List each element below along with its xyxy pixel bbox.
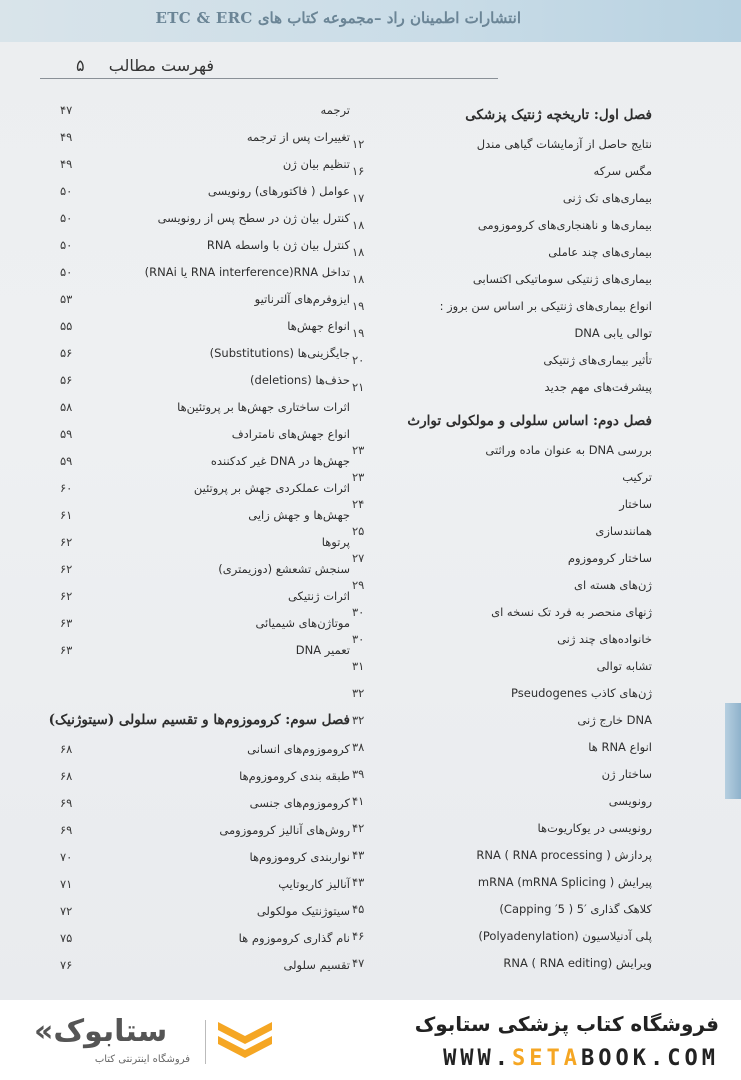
chevron-stack-icon: [214, 1016, 276, 1066]
toc-entry: [352, 436, 652, 463]
toc-entry-page: ۴۵: [352, 901, 365, 916]
toc-entry-title: بیماری‌های چند عاملی: [548, 244, 652, 259]
toc-entry-page: ۶۲: [60, 561, 73, 576]
toc-entry-title: طبقه بندی کروموزوم‌ها: [239, 768, 350, 783]
toc-entry-page: ۵۵: [60, 318, 73, 333]
url-accent: SETA: [512, 1046, 582, 1071]
toc-entry: [60, 897, 350, 924]
toc-entry: [352, 184, 652, 211]
toc-entry: [352, 130, 652, 157]
toc-entry-title: پردازش ( RNA processing ) RNA: [476, 847, 652, 862]
toc-entry-title: کنترل بیان ژن با واسطه RNA: [206, 237, 350, 252]
toc-entry: [60, 258, 350, 285]
toc-entry-title: تأثیر بیماری‌های ژنتیکی: [543, 352, 652, 367]
toc-entry-title: رونویسی در یوکاریوت‌ها: [537, 820, 652, 835]
toc-entry: [60, 843, 350, 870]
toc-entry-page: ۴۷: [352, 955, 365, 970]
toc-entry: [60, 924, 350, 951]
toc-entry-page: ۲۷: [352, 550, 365, 565]
toc-entry-page: ۵۰: [60, 237, 73, 252]
toc-entry-title: جایگزینی‌ها (Substitutions): [209, 345, 350, 360]
toc-entry-title: اثرات عملکردی جهش بر پروتئین: [193, 480, 350, 495]
toc-entry: [352, 490, 652, 517]
toc-entry: [352, 625, 652, 652]
toc-entry-page: ۱۶: [352, 163, 365, 178]
toc-entry-page: ۶۱: [60, 507, 73, 522]
toc-entry-title: اثرات ژنتیکی: [287, 588, 350, 603]
toc-entry: [60, 735, 350, 762]
toc-entry-page: ۲۹: [352, 577, 365, 592]
toc-entry-title: نتایج حاصل از آزمایشات گیاهی مندل: [476, 136, 652, 151]
toc-entry: [60, 420, 350, 447]
toc-entry-title: همانندسازی: [595, 523, 652, 538]
toc-entry: [60, 870, 350, 897]
toc-entry-title: ژن‌های کاذب Pseudogenes: [511, 685, 652, 700]
toc-entry-page: ۱۸: [352, 244, 365, 259]
toc-entry-title: انواع جهش‌ها: [287, 318, 350, 333]
footer: [0, 1000, 741, 1080]
toc-entry: [60, 501, 350, 528]
toc-entry: [60, 951, 350, 978]
toc-entry-title: ساختار ژن: [601, 766, 652, 781]
toc-entry-title: پیرایش ( mRNA (mRNA Splicing: [477, 874, 652, 889]
toc-entry-page: ۱۸: [352, 217, 365, 232]
toc-entry-title: بیماری‌ها و ناهنجاری‌های کروموزومی: [477, 217, 652, 232]
toc-entry-page: ۴۹: [60, 156, 73, 171]
toc-entry: [352, 319, 652, 346]
url-prefix: WWW.: [443, 1046, 513, 1071]
toc-entry: [60, 609, 350, 636]
toc-entry-title: روش‌های آنالیز کروموزومی: [219, 822, 350, 837]
header-rule: [40, 78, 498, 79]
toc-entry: [352, 706, 652, 733]
toc-entry-title: بررسی DNA به عنوان ماده وراثتی: [485, 442, 652, 457]
toc-entry: [352, 679, 652, 706]
toc-entry-title: ویرایش (RNA editing ) RNA: [503, 955, 652, 970]
toc-entry: [352, 373, 652, 400]
toc-entry-page: ۲۳: [352, 442, 365, 457]
toc-entry-title: کنترل بیان ژن در سطح پس از رونویسی: [157, 210, 350, 225]
toc-entry: [352, 841, 652, 868]
toc-entry-title: ساختار: [619, 496, 652, 511]
toc-left-column: [48, 96, 350, 978]
toc-entry-page: ۶۲: [60, 588, 73, 603]
toc-entry: [352, 292, 652, 319]
toc-entry-title: جهش‌ها و جهش زایی: [248, 507, 350, 522]
toc-entry: [60, 96, 350, 123]
toc-entry: [352, 157, 652, 184]
toc-entry: [60, 555, 350, 582]
toc-entry-title: انواع جهش‌های نامترادف: [231, 426, 350, 441]
toc-entry-page: ۷۶: [60, 957, 73, 972]
toc-entry-title: تغییرات پس از ترجمه: [246, 129, 350, 144]
toc-entry-page: ۷۰: [60, 849, 73, 864]
toc-entry: [352, 760, 652, 787]
toc-entry-page: ۴۶: [352, 928, 365, 943]
toc-entry: [352, 346, 652, 373]
toc-entry-title: کلاهک گذاری ′5 ( Capping ′5): [499, 901, 652, 916]
chapter-3-entries: [60, 735, 350, 978]
toc-entry-page: ۲۰: [352, 352, 365, 367]
toc-entry-title: پلی آدنیلاسیون (Polyadenylation): [478, 928, 652, 943]
toc-entry-page: ۶۳: [60, 615, 73, 630]
toc-entry-title: ساختار کروموزوم: [567, 550, 652, 565]
setabook-logo[interactable]: [34, 1014, 194, 1070]
toc-entry-page: ۳۸: [352, 739, 365, 754]
toc-entry: [60, 528, 350, 555]
toc-entry-page: ۳۰: [352, 631, 365, 646]
logo-wordmark: «ستابوک: [34, 1014, 168, 1049]
toc-entry-page: ۱۹: [352, 298, 365, 313]
toc-entry-title: موتاژن‌های شیمیائی: [255, 615, 350, 630]
toc-entry-page: ۶۸: [60, 741, 73, 756]
toc-entry-page: ۵۶: [60, 372, 73, 387]
toc-entry-title: توالی یابی DNA: [574, 325, 652, 340]
toc-entry-title: مگس سرکه: [593, 163, 652, 178]
toc-entry-title: سنجش تشعشع (دوزیمتری): [218, 561, 350, 576]
toc-entry-page: ۱۲: [352, 136, 365, 151]
chapter-2-continued-entries: [60, 96, 350, 663]
page-edge-tab: [725, 703, 741, 799]
toc-entry: [60, 231, 350, 258]
toc-entry-title: ایزوفرم‌های آلترناتیو: [254, 291, 350, 306]
toc-entry: [352, 571, 652, 598]
toc-entry-page: ۶۹: [60, 822, 73, 837]
publisher-banner-text: انتشارات اطمینان راد –مجموعه کتاب های ETC & ERC: [155, 9, 521, 27]
toc-entry: [60, 789, 350, 816]
toc-entry-page: ۵۹: [60, 426, 73, 441]
url-suffix: BOOK.COM: [581, 1046, 719, 1071]
toc-entry: [352, 895, 652, 922]
chapter-2-entries: [352, 436, 652, 976]
toc-entry: [60, 312, 350, 339]
toc-entry-title: انواع RNA ها: [588, 739, 652, 754]
toc-entry-title: عوامل ( فاکتورهای) رونویسی: [207, 183, 350, 198]
toc-entry-page: ۱۷: [352, 190, 365, 205]
toc-entry: [352, 544, 652, 571]
store-url[interactable]: [443, 1046, 719, 1071]
toc-entry: [60, 447, 350, 474]
toc-entry-title: ژن‌های هسته ای: [573, 577, 652, 592]
toc-entry-page: ۳۹: [352, 766, 365, 781]
toc-entry: [60, 150, 350, 177]
toc-entry-title: تقسیم سلولی: [283, 957, 350, 972]
toc-entry-title: ترجمه: [320, 102, 350, 117]
toc-entry-title: پیشرفت‌های مهم جدید: [544, 379, 652, 394]
page-number: ۵: [76, 56, 85, 75]
toc-entry: [352, 463, 652, 490]
toc-entry-title: رونویسی: [608, 793, 652, 808]
toc-entry-page: ۶۳: [60, 642, 73, 657]
toc-entry-page: ۷۱: [60, 876, 73, 891]
toc-entry: [352, 238, 652, 265]
toc-entry-title: بیماری‌های ژنتیکی سوماتیکی اکتسابی: [472, 271, 652, 286]
toc-entry-page: ۱۸: [352, 271, 365, 286]
toc-entry: [352, 949, 652, 976]
toc-entry-title: انواع بیماری‌های ژنتیکی بر اساس سن بروز :: [439, 298, 652, 313]
toc-entry-page: ۵۹: [60, 453, 73, 468]
toc-entry-page: ۴۲: [352, 820, 365, 835]
toc-entry: [352, 598, 652, 625]
toc-entry: [60, 366, 350, 393]
toc-entry-title: نام گذاری کروموزوم ها: [238, 930, 350, 945]
toc-entry: [352, 814, 652, 841]
toc-entry-title: سیتوژنتیک مولکولی: [256, 903, 350, 918]
toc-entry-title: DNA خارج ژنی: [577, 712, 652, 727]
toc-entry-page: ۴۹: [60, 129, 73, 144]
toc-entry-page: ۴۳: [352, 847, 365, 862]
logo-subtitle: فروشگاه اینترنتی کتاب: [94, 1054, 190, 1065]
toc-entry-title: ژنهای منحصر به فرد تک نسخه ای: [491, 604, 652, 619]
toc-entry: [352, 211, 652, 238]
chapter-heading: فصل سوم: کروموزوم‌ها و تقسیم سلولی (سیتوژنیک): [48, 712, 350, 728]
toc-entry: [60, 582, 350, 609]
toc-entry: [352, 265, 652, 292]
toc-entry: [352, 733, 652, 760]
toc-entry: [352, 517, 652, 544]
toc-right-column: [352, 100, 652, 976]
toc-entry-page: ۵۰: [60, 183, 73, 198]
toc-entry-title: حذف‌ها (deletions): [250, 372, 350, 387]
toc-entry-page: ۵۶: [60, 345, 73, 360]
toc-entry-title: خانواده‌های چند ژنی: [557, 631, 652, 646]
toc-entry: [352, 787, 652, 814]
chapter-heading: فصل دوم: اساس سلولی و مولکولی توارث: [407, 413, 652, 429]
toc-entry: [60, 816, 350, 843]
toc-entry-page: ۴۳: [352, 874, 365, 889]
toc-entry-title: تشابه توالی: [596, 658, 652, 673]
toc-entry-page: ۲۵: [352, 523, 365, 538]
toc-entry-page: ۵۸: [60, 399, 73, 414]
toc-entry: [60, 204, 350, 231]
toc-entry-title: تعمیر DNA: [295, 642, 350, 657]
toc-entry-title: جهش‌ها در DNA غیر کدکننده: [210, 453, 350, 468]
toc-entry-title: آنالیز کاریوتایپ: [278, 876, 350, 891]
top-banner: [0, 0, 741, 42]
toc-entry-page: ۴۷: [60, 102, 73, 117]
toc-entry-title: اثرات ساختاری جهش‌ها بر پروتئین‌ها: [177, 399, 350, 414]
toc-entry-title: کروموزوم‌های جنسی: [249, 795, 350, 810]
toc-entry-title: نواربندی کروموزوم‌ها: [249, 849, 350, 864]
toc-entry: [60, 177, 350, 204]
toc-entry: [60, 285, 350, 312]
toc-entry: [60, 636, 350, 663]
toc-entry: [60, 339, 350, 366]
chapter-1-entries: [352, 130, 652, 400]
logo-divider: [205, 1020, 206, 1064]
toc-entry-title: ترکیب: [622, 469, 652, 484]
toc-entry: [60, 393, 350, 420]
toc-entry-page: ۷۵: [60, 930, 73, 945]
toc-entry-page: ۶۰: [60, 480, 73, 495]
store-name: فروشگاه کتاب پزشکی ستابوک: [414, 1012, 719, 1036]
toc-entry-page: ۵۳: [60, 291, 73, 306]
toc-entry-page: ۲۴: [352, 496, 365, 511]
toc-entry-page: ۳۱: [352, 658, 365, 673]
toc-entry-page: ۷۲: [60, 903, 73, 918]
toc-entry-page: ۳۲: [352, 685, 365, 700]
toc-entry: [352, 922, 652, 949]
chapter-heading: فصل اول: تاریخچه ژنتیک پزشکی: [465, 107, 652, 123]
toc-entry: [352, 652, 652, 679]
toc-entry-page: ۲۱: [352, 379, 365, 394]
toc-entry: [60, 762, 350, 789]
toc-entry-title: کروموزوم‌های انسانی: [247, 741, 350, 756]
toc-entry-page: ۳۲: [352, 712, 365, 727]
page-title: فهرست مطالب: [108, 56, 214, 75]
toc-entry-page: ۵۰: [60, 264, 73, 279]
toc-entry-page: ۶۲: [60, 534, 73, 549]
toc-entry: [60, 474, 350, 501]
toc-entry-title: تداخل RNA(RNA interference یا RNAi): [144, 264, 350, 279]
toc-entry-page: ۴۱: [352, 793, 365, 808]
toc-entry: [352, 868, 652, 895]
toc-entry-title: بیماری‌های تک ژنی: [562, 190, 652, 205]
toc-entry-page: ۲۳: [352, 469, 365, 484]
toc-entry-page: ۱۹: [352, 325, 365, 340]
toc-entry-page: ۶۹: [60, 795, 73, 810]
toc-entry-title: تنظیم بیان ژن: [282, 156, 350, 171]
toc-entry-title: پرتوها: [321, 534, 350, 549]
toc-entry-page: ۶۸: [60, 768, 73, 783]
toc-entry-page: ۳۰: [352, 604, 365, 619]
toc-entry-page: ۵۰: [60, 210, 73, 225]
toc-entry: [60, 123, 350, 150]
